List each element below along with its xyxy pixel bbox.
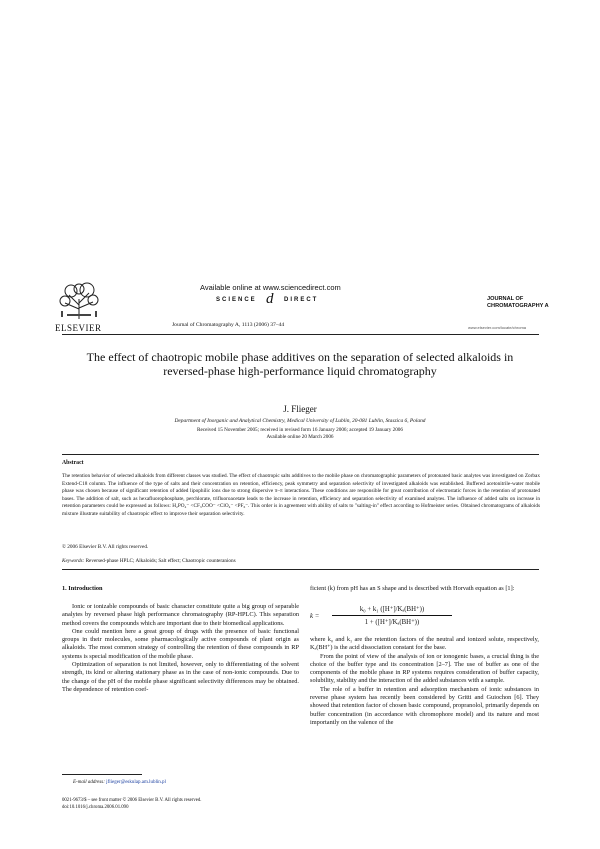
left-column — [62, 603, 299, 694]
abstract-heading: Abstract — [62, 460, 84, 466]
journal-mark — [487, 296, 567, 310]
doi-line[interactable]: doi:10.1016/j.chroma.2006.01.090 — [62, 805, 129, 810]
keywords-line — [62, 558, 236, 564]
issn-line: 0021-9673/$ – see front matter © 2006 Elsevier B.V. All rights reserved. — [62, 798, 202, 803]
sd-logo-right: DIRECT — [284, 297, 319, 303]
equation-numerator: k₀ + k₁ ([H⁺]/Kₐ(BH⁺)) — [359, 606, 425, 613]
sciencedirect-logo — [196, 291, 406, 307]
right-intro-paragraph: ficient (k) from pH has an S shape and is described with Horvath equation as [1]: — [310, 585, 515, 592]
horvath-equation — [310, 603, 539, 633]
journal-url[interactable]: www.elsevier.com/locate/chroma — [468, 325, 527, 330]
equation-denominator: 1 + ([H⁺]/Kₐ(BH⁺)) — [364, 619, 420, 626]
keywords-text: Reversed-phase HPLC; Alkaloids; Salt effect; Chaotropic counteranions — [85, 558, 236, 564]
elsevier-wordmark: ELSEVIER — [55, 323, 102, 333]
online-date: Available online 20 March 2006 — [266, 434, 334, 440]
paper-title: The effect of chaotropic mobile phase additives on the separation of selected alkaloids in reversed-phase high-performance liquid chromatography — [86, 350, 514, 378]
right-paragraph-1: where k₀ and k₁ are the retention factors of the neutral and ionized solute, respectively, Kₐ(BH⁺) is the acid dissociation constant for the base. — [310, 636, 539, 652]
journal-mark-line2: CHROMATOGRAPHY A — [487, 303, 549, 309]
right-column — [310, 636, 539, 727]
abstract-bottom-rule — [62, 569, 539, 570]
sd-logo-d-icon: d — [266, 291, 274, 307]
email-link[interactable]: jflieger@eskulap.am.lublin.pl — [106, 780, 166, 785]
equation-fraction-bar — [332, 615, 452, 616]
left-paragraph-3: Optimization of separation is not limited, however, only to differentiating of the solvent strength, its kind or altering stationary phase as in the case of non-ionic compounds. Due to the change of the pH of the mobile phase significant selectivity differences may be obtained. The dependence of retention coef- — [62, 661, 299, 693]
sd-logo-left: SCIENCE — [216, 297, 257, 303]
equation-lhs: k = — [310, 613, 320, 620]
header-rule — [62, 334, 539, 335]
left-paragraph-2: One could mention here a great group of drugs with the presence of basic functional groups in their molecules, some pharmacologically active compounds of plant origin as alkaloids. The most common strategy of controlling the retention of these compounds in RP systems is special modification of the mobile phase. — [62, 627, 299, 660]
abstract-copyright: © 2006 Elsevier B.V. All rights reserved. — [62, 544, 149, 550]
elsevier-tree-logo — [57, 281, 101, 321]
keywords-label: Keywords: — [62, 558, 85, 564]
right-column-intro — [310, 585, 539, 593]
email-label: E-mail address: — [73, 780, 105, 785]
journal-mark-line1: JOURNAL OF — [487, 296, 524, 302]
author-name: J. Flieger — [283, 404, 317, 414]
author-affiliation: Department of Inorganic and Analytical Chemistry, Medical University of Lublin, 20-081 Lublin, Staszica 6, Poland — [174, 418, 426, 424]
left-paragraph-1: Ionic or ionizable compounds of basic character constitute quite a big group of separable analytes by reversed phase high performance chromatography (RP-HPLC). This separation method covers the compounds which are important due to their biomedical applications. — [62, 603, 299, 627]
email-footnote — [73, 780, 166, 785]
section-heading-introduction: 1. Introduction — [62, 585, 103, 592]
available-online-line[interactable]: Available online at www.sciencedirect.com — [200, 283, 341, 292]
right-paragraph-2: From the point of view of the analysis of ion or ionogenic bases, a crucial thing is the choice of the buffer type and its concentration [2–7]. The use of buffer as one of the components of the mobile phase in RP systems requires consideration of buffer capacity, solubility, stability and the interaction of the added substances with a sample. — [310, 652, 539, 685]
right-paragraph-3: The role of a buffer in retention and adsorption mechanism of ionic substances in reverse phase system has recently been considered by Gritti and Guiochon [6]. They showed that retention factor of chosen basic compound, propranolol, primarily depends on buffer concentration (in accordance with chromophore model) and its nature and most importantly on the valence of the — [310, 685, 539, 726]
abstract-body: The retention behavior of selected alkaloids from different classes was studied. The effect of chaotropic salts additives to the mobile phase on chromatographic parameters of protonated basic analytes was investigated on Zorbax Extend-C18 column. The influence of the type of salts and their concentration on retention, efficiency, peak symmetry and separation selectivity of investigated alkaloids was established. Buffered acetonitrile-water mobile phase was chosen because of significant retention of added lipophilic ions due to strong dispersive π–π interactions. These conditions are responsible for great contribution of electrostatic forces in the retention of protonated bases. The addition of salt, such as hexafluorophosphate, perchlorate, trifluoroacetate leads to the increase in retention, efficiency and separation selectivity of examined analytes. The influence of added salts on increase in retention parameters could be expressed as follows: H₂PO₄⁻ <CF₃COO⁻ <ClO₄⁻ <PF₆⁻. This order is in agreement with ability of salts to "salting-in" effect according to Hofmeister series. Obtained chromatograms of alkaloids mixture illustrate suitability of chaotropic effect to improve their separation selectivity. — [62, 473, 540, 517]
received-dates: Received 15 November 2005; received in revised form 16 January 2006; accepted 19 January 2006 — [197, 427, 403, 433]
journal-citation: Journal of Chromatography A, 1113 (2006) 37–44 — [172, 322, 285, 328]
footnote-rule — [62, 774, 142, 775]
abstract-top-rule — [62, 454, 539, 455]
